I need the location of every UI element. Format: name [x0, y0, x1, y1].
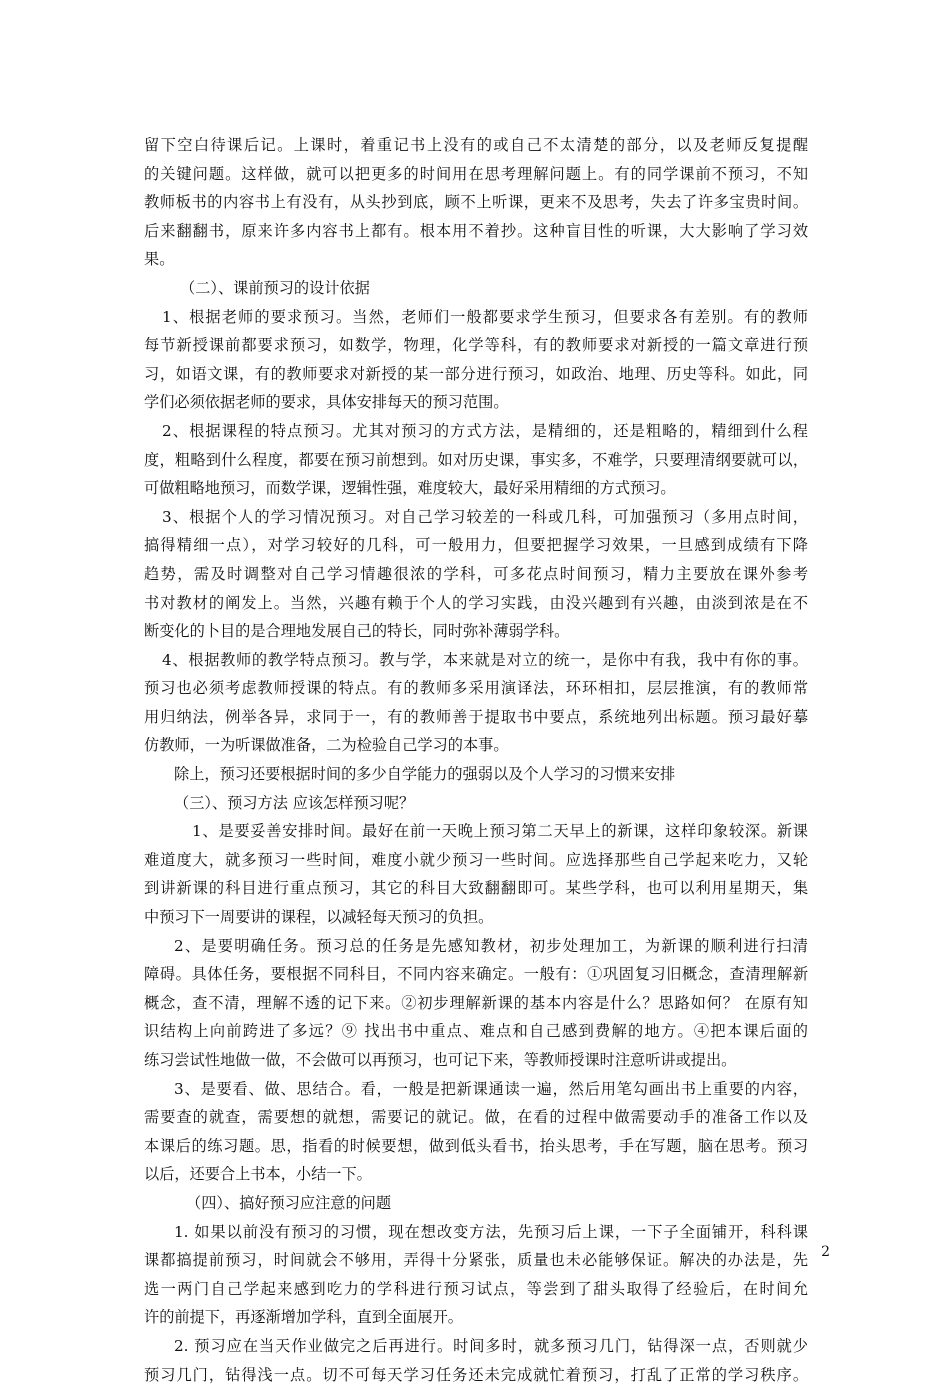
text-line: 预习几门，钻得浅一点。切不可每天学习任务还未完成就忙着预习，打乱了正常的学习秩序。 — [144, 1365, 808, 1384]
text-line: 书对教材的阐发上。当然，兴趣有赖于个人的学习实践，由没兴趣到有兴趣，由淡到浓是在不 — [144, 593, 808, 612]
text-line: 学们必须依据老师的要求，具体安排每天的预习范围。 — [144, 393, 509, 412]
text-line: 3、根据个人的学习情况预习。对自己学习较差的一科或几科，可加强预习（多用点时间， — [162, 507, 808, 526]
text-line: 需要查的就查，需要想的就想，需要记的就记。做，在看的过程中做需要动手的准备工作以及 — [144, 1108, 808, 1127]
section-heading: （三）、预习方法 应该怎样预习呢？ — [174, 793, 415, 812]
text-line: 识结构上向前跨进了多远？⑨ 找出书中重点、难点和自己感到费解的地方。④把本课后面的 — [144, 1022, 808, 1041]
text-line: 搞得精细一点），对学习较好的几科，可一般用力，但要把握学习效果，一旦感到成绩有下降 — [144, 536, 808, 555]
text-line: 难道度大，就多预习一些时间，难度小就少预习一些时间。应选择那些自己学起来吃力，又轮 — [144, 850, 808, 869]
text-line: 教师板书的内容书上有没有，从头抄到底，顾不上听课，更来不及思考，失去了许多宝贵时间。 — [144, 193, 808, 212]
text-line: 趋势，需及时调整对自己学习情趣很浓的学科，可多花点时间预习，精力主要放在课外参考 — [144, 564, 808, 583]
text-line: 1、根据老师的要求预习。当然，老师们一般都要求学生预习，但要求各有差别。有的教师 — [162, 307, 808, 326]
text-line: 概念，查不清，理解不透的记下来。②初步理解新课的基本内容是什么？思路如何？ 在原有知 — [144, 993, 808, 1012]
text-line: 果。 — [144, 250, 175, 269]
text-line: 障碍。具体任务，要根据不同科目，不同内容来确定。一般有：①巩固复习旧概念，查清理解新 — [144, 965, 808, 984]
text-line: 练习尝试性地做一做，不会做可以再预习，也可记下来，等教师授课时注意听讲或提出。 — [144, 1051, 737, 1069]
text-line: 除上，预习还要根据时间的多少自学能力的强弱以及个人学习的习惯来安排 — [174, 765, 676, 784]
text-line: 1、是要妥善安排时间。最好在前一天晚上预习第二天早上的新课，这样印象较深。新课 — [192, 822, 808, 841]
text-line: 课都搞提前预习，时间就会不够用，弄得十分紧张，质量也未必能够保证。解决的办法是，先 — [144, 1251, 808, 1270]
text-line: 可做粗略地预习，而数学课，逻辑性强，难度较大，最好采用精细的方式预习。 — [144, 479, 676, 498]
text-line: 本课后的练习题。思，指看的时候要想，做到低头看书，抬头思考，手在写题，脑在思考。预习 — [144, 1136, 808, 1155]
text-line: 每节新授课前都要求预习，如数学，物理，化学等科，有的教师要求对新授的一篇文章进行预 — [144, 336, 808, 355]
text-line: 2. 预习应在当天作业做完之后再进行。时间多时，就多预习几门，钻得深一点，否则就少 — [174, 1336, 808, 1355]
text-line: 用归纳法，例举各异，求同于一，有的教师善于提取书中要点，系统地列出标题。预习最好摹 — [144, 707, 808, 726]
text-line: 2、根据课程的特点预习。尤其对预习的方式方法，是精细的，还是粗略的，精细到什么程 — [162, 421, 808, 440]
text-line: 仿教师，一为听课做准备，二为检验自己学习的本事。 — [144, 736, 509, 755]
text-line: 留下空白待课后记。上课时，着重记书上没有的或自己不太清楚的部分，以及老师反复提醒 — [144, 136, 808, 154]
text-line: 后来翻翻书，原来许多内容书上都有。根本用不着抄。这种盲目性的听课，大大影响了学习效 — [144, 221, 808, 240]
text-line: 以后，还要合上书本，小结一下。 — [144, 1165, 372, 1184]
text-line: 到讲新课的科目进行重点预习，其它的科目大致翻翻即可。某些学科，也可以利用星期天，集 — [144, 879, 808, 898]
text-line: 2、是要明确任务。预习总的任务是先感知教材，初步处理加工，为新课的顺利进行扫清 — [174, 936, 808, 955]
text-line: 预习也必须考虑教师授课的特点。有的教师多采用演译法，环环相扣，层层推演，有的教师常 — [144, 679, 808, 698]
page-number: 2 — [821, 1244, 830, 1260]
text-line: 1. 如果以前没有预习的习惯，现在想改变方法，先预习后上课，一下子全面铺开，科科课 — [174, 1222, 808, 1241]
document-body — [144, 131, 808, 1389]
section-heading: （二）、课前预习的设计依据 — [180, 278, 370, 297]
text-line: 习，如语文课，有的教师要求对新授的某一部分进行预习，如政治、地理、历史等科。如此，同 — [144, 364, 808, 383]
text-line: 3、是要看、做、思结合。看，一般是把新课通读一遍，然后用笔勾画出书上重要的内容， — [174, 1079, 808, 1098]
text-line: 选一两门自己学起来感到吃力的学科进行预习试点，等尝到了甜头取得了经验后，在时间允 — [144, 1279, 808, 1298]
section-heading: （四）、搞好预习应注意的问题 — [186, 1193, 392, 1212]
text-line: 4、根据教师的教学特点预习。教与学，本来就是对立的统一，是你中有我，我中有你的事。 — [162, 650, 808, 669]
text-line: 中预习下一周要讲的课程，以减轻每天预习的负担。 — [144, 908, 494, 927]
text-line: 的关键问题。这样做，就可以把更多的时间用在思考理解问题上。有的同学课前不预习，不知 — [144, 164, 808, 183]
text-line: 许的前提下，再逐渐增加学科，直到全面展开。 — [144, 1308, 463, 1327]
text-line: 度，粗略到什么程度，都要在预习前想到。如对历史课，事实多，不难学，只要理清纲要就可以， — [144, 450, 808, 469]
text-line: 断变化的卜目的是合理地发展自己的特长，同时弥补薄弱学科。 — [144, 622, 570, 641]
